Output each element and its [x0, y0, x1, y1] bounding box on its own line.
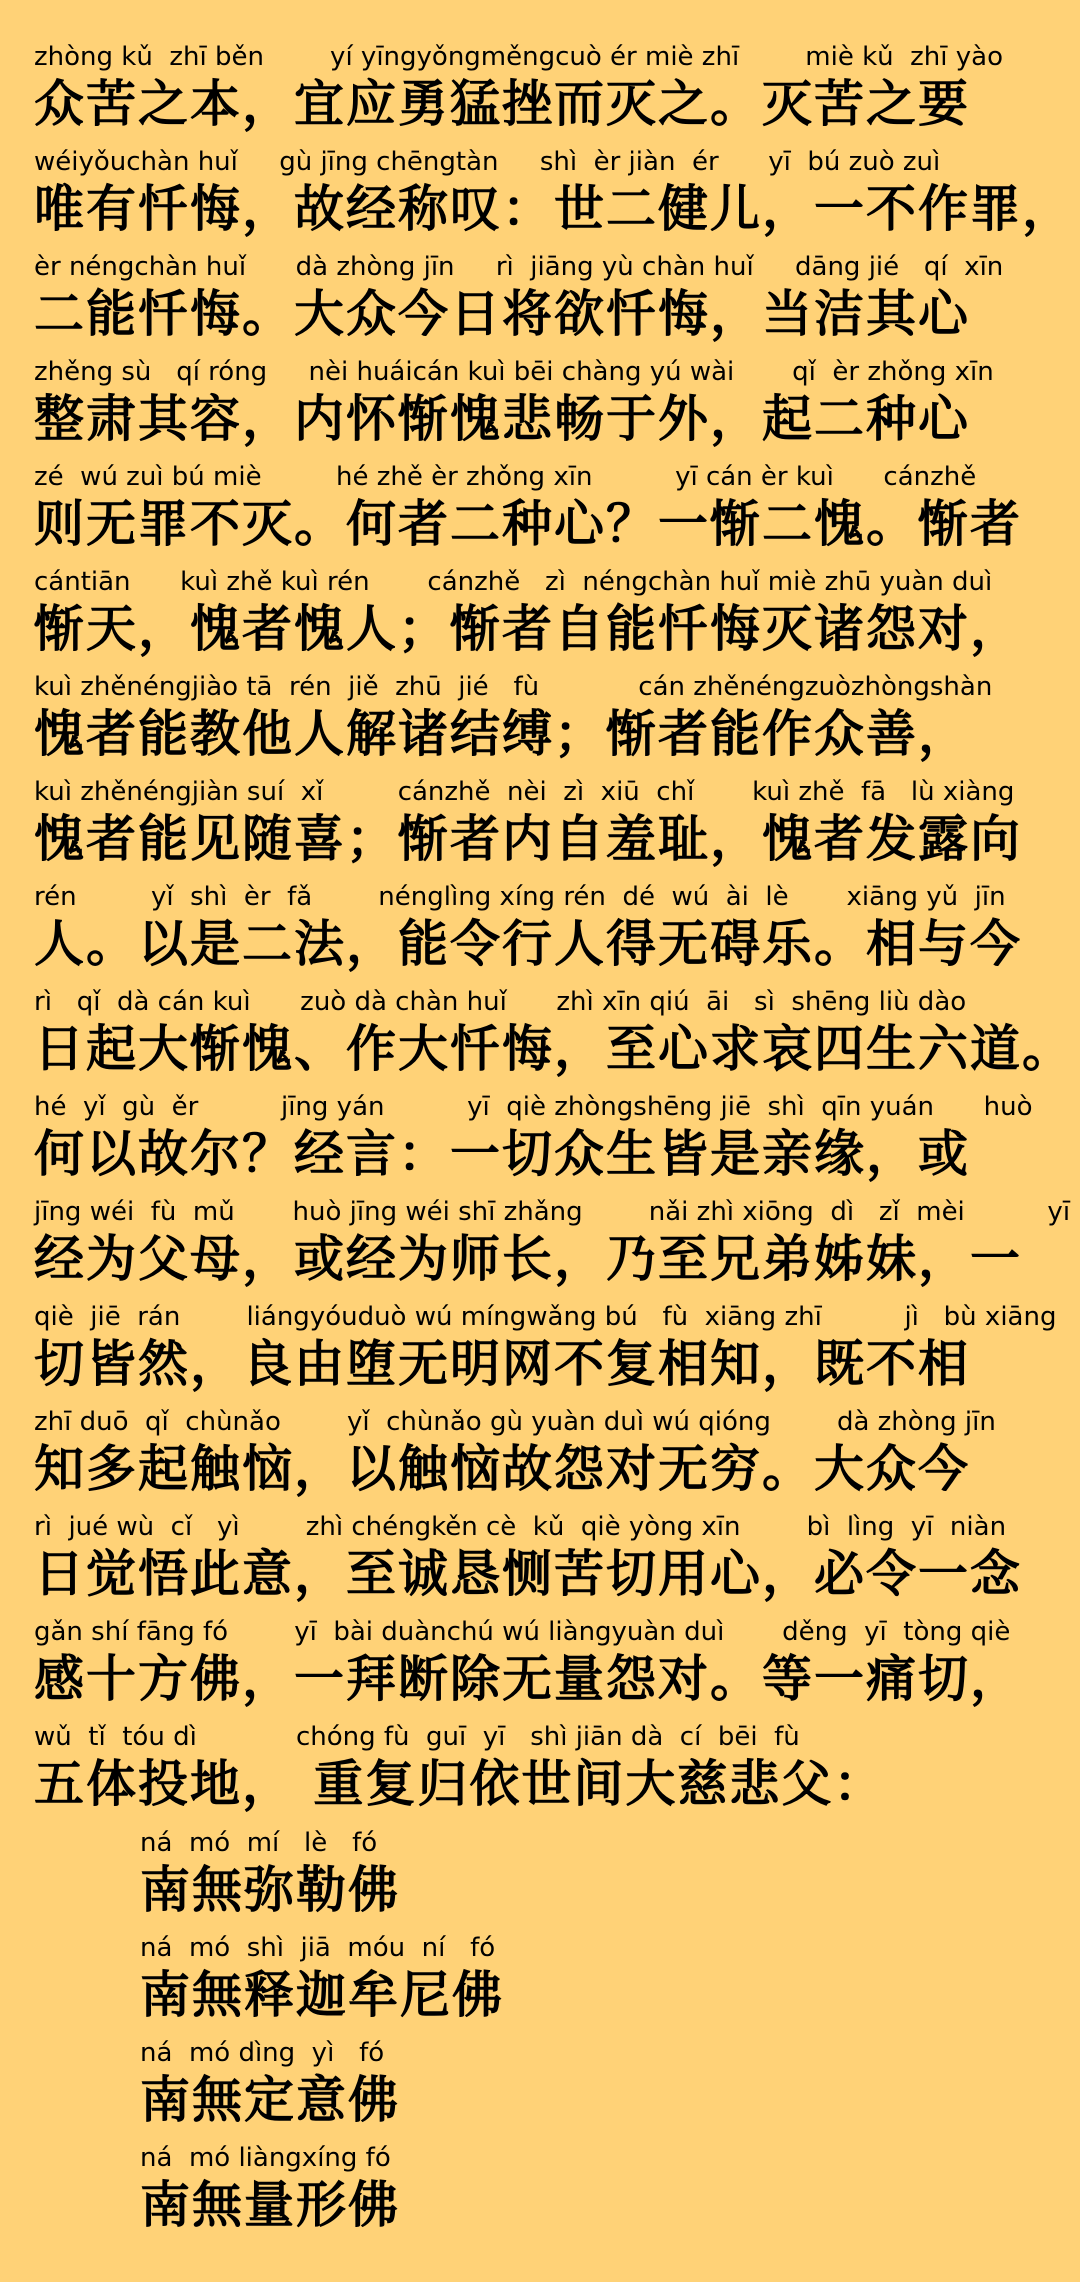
text-line [34, 250, 1054, 355]
pinyin-line: zhěng sù qí róng nèi huáicán kuì bēi chàng yú wài qǐ èr zhǒng xīn [34, 357, 994, 387]
pinyin-line: cántiān kuì zhě kuì rén cánzhě zì néngchàn huǐ miè zhū yuàn duì [34, 567, 993, 597]
hanzi-line: 感十方佛，一拜断除无量怨对。等一痛切， [34, 1650, 1022, 1708]
buddha-pinyin: ná mó dìng yì fó [140, 2038, 385, 2068]
hanzi-line: 众苦之本，宜应勇猛挫而灭之。灭苦之要 [34, 75, 970, 133]
text-line [34, 40, 1054, 145]
pinyin-line: zhī duō qǐ chùnǎo yǐ chùnǎo gù yuàn duì wú qióng dà zhòng jīn [34, 1407, 996, 1437]
hanzi-line: 日觉悟此意，至诚恳恻苦切用心，必令一念 [34, 1545, 1022, 1603]
text-line [34, 1195, 1071, 1300]
buddha-name: 南無量形佛 [140, 2176, 400, 2234]
text-line [34, 775, 1054, 880]
pinyin-line: zhòng kǔ zhī běn yí yīngyǒngměngcuò ér miè zhī miè kǔ zhī yào [34, 42, 1003, 72]
hanzi-line: 整肃其容，内怀惭愧悲畅于外，起二种心 [34, 390, 970, 448]
pinyin-line: kuì zhěnéngjiàn suí xǐ cánzhě nèi zì xiū chǐ kuì zhě fā lù xiàng [34, 777, 1015, 807]
text-line [34, 1405, 1054, 1510]
text-line [34, 1510, 1054, 1615]
pinyin-line: rén yǐ shì èr fǎ nénglìng xíng rén dé wú ài lè xiāng yǔ jīn [34, 882, 1006, 912]
text-line [34, 355, 1054, 460]
text-line [34, 1615, 1054, 1720]
pinyin-line: wéiyǒuchàn huǐ gù jīng chēngtàn shì èr jiàn ér yī bú zuò zuì [34, 147, 941, 177]
hanzi-line: 愧者能见随喜；惭者内自羞耻，愧者发露向 [34, 810, 1022, 868]
buddha-name: 南無弥勒佛 [140, 1861, 400, 1919]
pinyin-line: zé wú zuì bú miè hé zhě èr zhǒng xīn yī cán èr kuì cánzhě [34, 462, 977, 492]
hanzi-line: 五体投地， 重复归依世间大慈悲父： [34, 1755, 886, 1813]
pinyin-line: gǎn shí fāng fó yī bài duànchú wú liàngyuàn duì děng yī tòng qiè [34, 1617, 1011, 1647]
text-line [34, 1300, 1057, 1405]
buddha-name-list [140, 1826, 1020, 2246]
hanzi-line: 知多起触恼，以触恼故怨对无穷。大众今 [34, 1440, 970, 1498]
text-line [34, 880, 1054, 985]
buddha-name-item [140, 2141, 1020, 2246]
text-line [34, 565, 1054, 670]
hanzi-line: 人。以是二法，能令行人得无碍乐。相与今 [34, 915, 1022, 973]
pinyin-line: qiè jiē rán liángyóuduò wú míngwǎng bú fù xiāng zhī jì bù xiāng [34, 1302, 1057, 1332]
scripture-text [34, 40, 1074, 1825]
hanzi-line: 惭天，愧者愧人；惭者自能忏悔灭诸怨对， [34, 600, 1022, 658]
hanzi-line: 切皆然，良由堕无明网不复相知，既不相 [34, 1335, 970, 1393]
pinyin-line: hé yǐ gù ěr jīng yán yī qiè zhòngshēng jiē shì qīn yuán huò [34, 1092, 1033, 1122]
pinyin-line: wǔ tǐ tóu dì chóng fù guī yī shì jiān dà cí bēi fù [34, 1722, 800, 1752]
buddha-pinyin: ná mó shì jiā móu ní fó [140, 1933, 496, 1963]
text-line [34, 145, 1074, 250]
text-line [34, 1720, 1054, 1825]
buddha-pinyin: ná mó liàngxíng fó [140, 2143, 391, 2173]
pinyin-line: èr néngchàn huǐ dà zhòng jīn rì jiāng yù chàn huǐ dāng jié qí xīn [34, 252, 1004, 282]
pinyin-line: jīng wéi fù mǔ huò jīng wéi shī zhǎng nǎi zhì xiōng dì zǐ mèi yī [34, 1197, 1071, 1227]
text-line [34, 985, 1074, 1090]
pinyin-line: rì jué wù cǐ yì zhì chéngkěn cè kǔ qiè yòng xīn bì lìng yī niàn [34, 1512, 1007, 1542]
hanzi-line: 则无罪不灭。何者二种心？一惭二愧。惭者 [34, 495, 1022, 553]
buddha-name-item [140, 1931, 1020, 2036]
hanzi-line: 愧者能教他人解诸结缚；惭者能作众善， [34, 705, 970, 763]
hanzi-line: 二能忏悔。大众今日将欲忏悔，当洁其心 [34, 285, 970, 343]
hanzi-line: 经为父母，或经为师长，乃至兄弟姊妹，一 [34, 1230, 1022, 1288]
pinyin-line: rì qǐ dà cán kuì zuò dà chàn huǐ zhì xīn qiú āi sì shēng liù dào [34, 987, 967, 1017]
hanzi-line: 何以故尔？经言：一切众生皆是亲缘，或 [34, 1125, 970, 1183]
buddha-name-item [140, 1826, 1020, 1931]
text-line [34, 670, 1054, 775]
text-line [34, 460, 1054, 565]
hanzi-line: 日起大惭愧、作大忏悔，至心求哀四生六道。 [34, 1020, 1074, 1078]
hanzi-line: 唯有忏悔，故经称叹：世二健儿，一不作罪， [34, 180, 1074, 238]
text-line [34, 1090, 1054, 1195]
buddha-name-item [140, 2036, 1020, 2141]
buddha-name: 南無定意佛 [140, 2071, 400, 2129]
pinyin-line: kuì zhěnéngjiào tā rén jiě zhū jié fù cán zhěnéngzuòzhòngshàn [34, 672, 993, 702]
buddha-name: 南無释迦牟尼佛 [140, 1966, 504, 2024]
buddha-pinyin: ná mó mí lè fó [140, 1828, 378, 1858]
